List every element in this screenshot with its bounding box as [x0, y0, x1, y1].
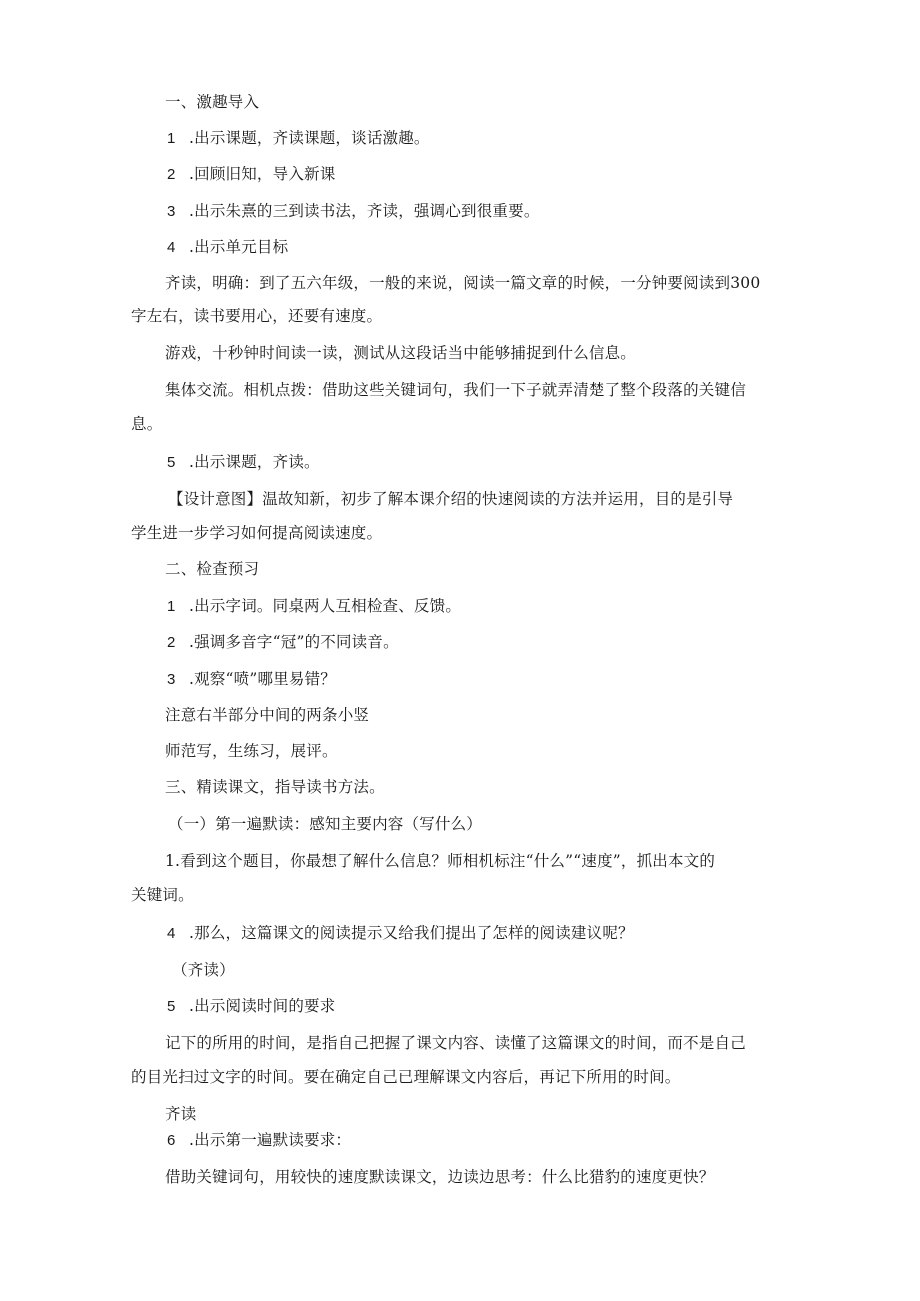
list-text: .那么，这篇课文的阅读提示又给我们提出了怎样的阅读建议呢？	[189, 924, 634, 942]
paragraph-line: 字左右，读书要用心，还要有速度。	[131, 307, 383, 325]
list-text: .出示第一遍默读要求：	[189, 1131, 352, 1149]
list-text: .出示课题，齐读课题，谈话激趣。	[189, 129, 430, 147]
list-number: 5	[167, 454, 176, 471]
list-text: .观察“喷”哪里易错？	[189, 670, 336, 688]
paragraph-line: 的目光扫过文字的时间。要在确定自己已理解课文内容后，再记下所用的时间。	[131, 1068, 681, 1086]
section-heading-1: 一、激趣导入	[165, 93, 260, 111]
section-heading-3: 三、精读课文，指导读书方法。	[165, 778, 385, 796]
list-item	[167, 669, 336, 690]
list-text: .出示朱熹的三到读书法，齐读，强调心到很重要。	[189, 202, 540, 220]
paragraph-line: 记下的所用的时间，是指自己把握了课文内容、读懂了这篇课文的时间，而不是自己	[165, 1034, 746, 1052]
list-item	[167, 237, 288, 258]
list-item	[167, 201, 540, 222]
list-text: .回顾旧知，导入新课	[189, 165, 336, 183]
paragraph: （齐读）	[172, 961, 235, 979]
paragraph-line: 关键词。	[131, 886, 194, 904]
list-number: 3	[167, 203, 176, 220]
sub-heading: （一）第一遍默读：感知主要内容（写什么）	[168, 815, 483, 833]
paragraph-line: 【设计意图】温故知新，初步了解本课介绍的快速阅读的方法并运用，目的是引导	[168, 490, 734, 508]
list-item	[167, 596, 461, 617]
section-heading-2: 二、检查预习	[165, 560, 260, 578]
list-number: 1	[167, 598, 176, 615]
paragraph: 师范写，生练习，展评。	[165, 742, 338, 760]
list-item	[167, 452, 320, 473]
list-number: 2	[167, 634, 176, 651]
list-text: .出示单元目标	[189, 238, 289, 256]
list-number: 4	[167, 925, 176, 942]
list-item	[167, 632, 399, 653]
paragraph: 齐读	[165, 1105, 197, 1123]
list-text: .出示课题，齐读。	[189, 453, 320, 471]
list-number: 1	[167, 130, 176, 147]
paragraph-line: 集体交流。相机点拨：借助这些关键词句，我们一下子就弄清楚了整个段落的关键信	[165, 381, 746, 399]
list-number: 4	[167, 239, 176, 256]
list-number: 6	[167, 1132, 176, 1149]
list-number: 2	[167, 166, 176, 183]
paragraph: 借助关键词句，用较快的速度默读课文，边读边思考：什么比猎豹的速度更快？	[165, 1168, 715, 1186]
list-text: .强调多音字“冠”的不同读音。	[189, 633, 399, 651]
paragraph: 注意右半部分中间的两条小竖	[165, 706, 370, 724]
paragraph-line: 1.看到这个题目，你最想了解什么信息？师相机标注“什么”“速度”，抓出本文的	[165, 852, 716, 870]
list-item	[167, 128, 430, 149]
list-number: 3	[167, 671, 176, 688]
paragraph-line: 息。	[131, 415, 163, 433]
list-item	[167, 923, 634, 944]
list-text: .出示阅读时间的要求	[189, 997, 336, 1015]
list-text: .出示字词。同桌两人互相检查、反馈。	[189, 597, 462, 615]
paragraph-line: 学生进一步学习如何提高阅读速度。	[131, 524, 383, 542]
list-item	[167, 1130, 351, 1151]
paragraph: 游戏，十秒钟时间读一读，测试从这段话当中能够捕捉到什么信息。	[165, 344, 637, 362]
list-item	[167, 164, 335, 185]
paragraph-line: 齐读，明确：到了五六年级，一般的来说，阅读一篇文章的时候，一分钟要阅读到300	[165, 274, 761, 292]
list-number: 5	[167, 998, 176, 1015]
list-item	[167, 996, 335, 1017]
